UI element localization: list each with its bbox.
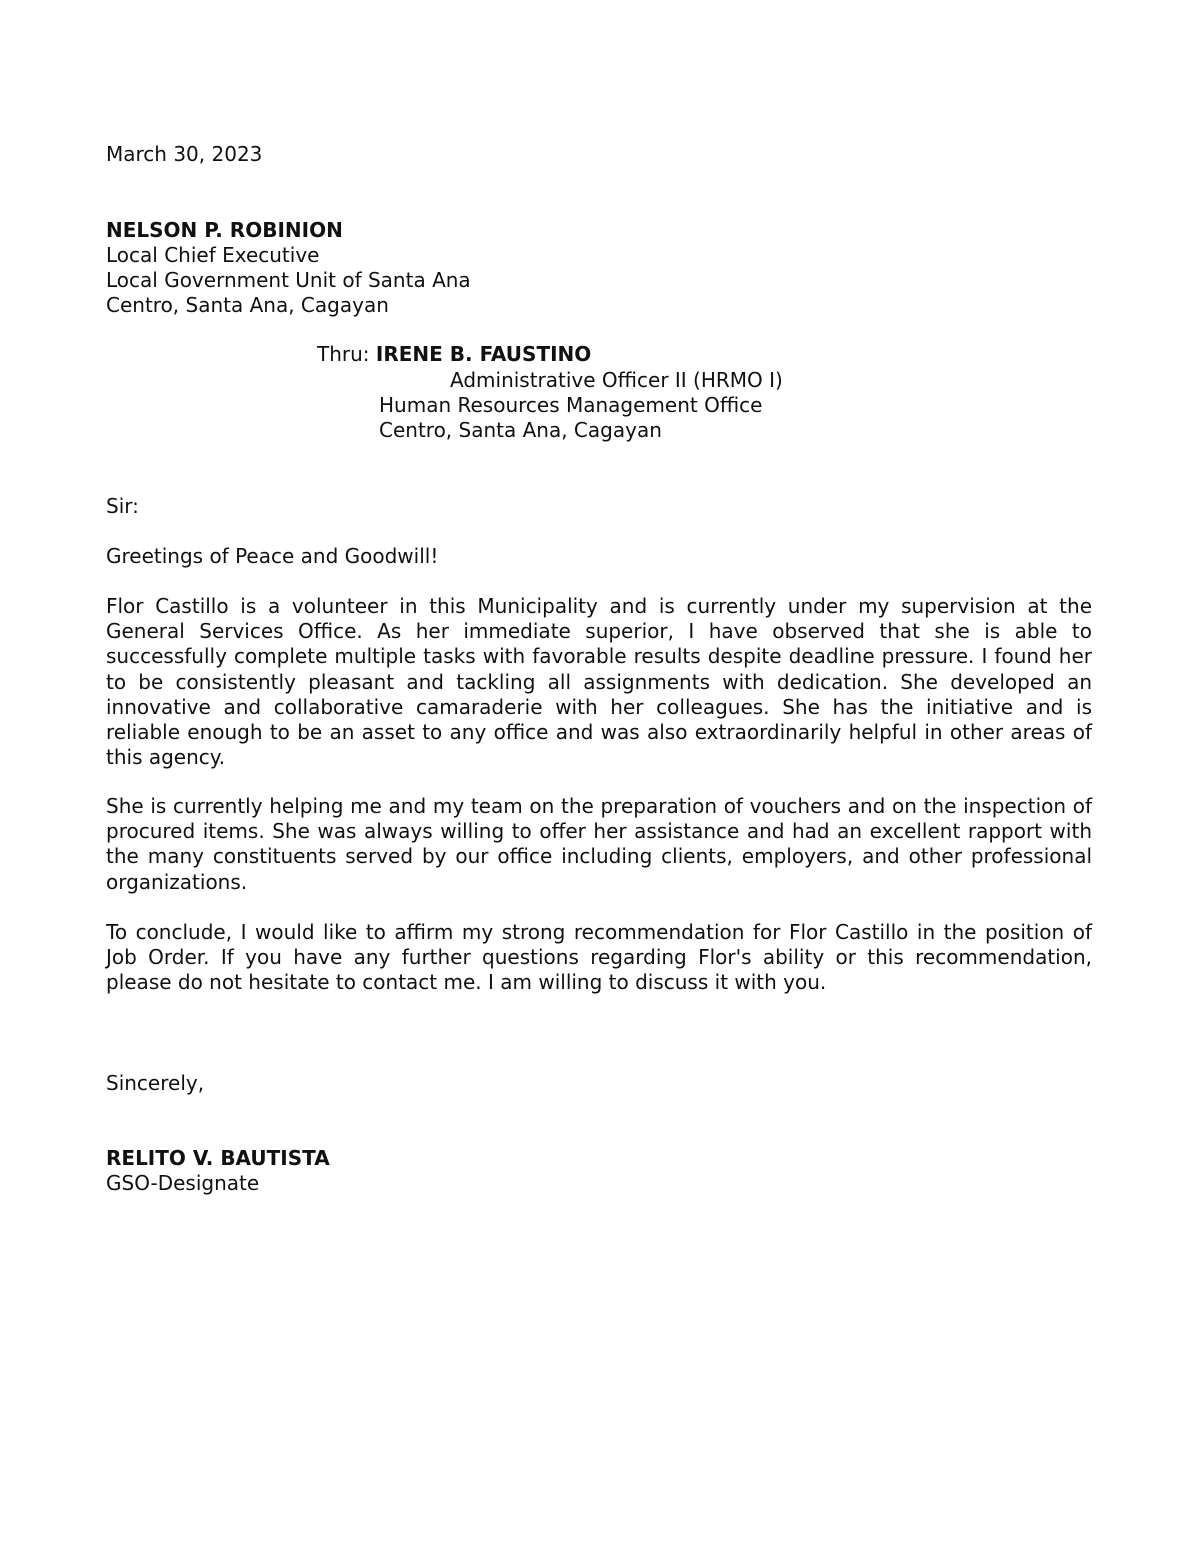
closing: Sincerely, — [106, 1071, 205, 1095]
thru-line — [317, 342, 591, 367]
thru-name: IRENE B. FAUSTINO — [375, 342, 592, 366]
letter-date: March 30, 2023 — [106, 142, 263, 166]
body-paragraph-2: She is currently helping me and my team on the preparation of vouchers and on the inspection of procured items. She was always willing to offer her assistance and had an excellent rapport with the many constituents served by our office including clients, employers, and other professional organizations. — [106, 794, 1092, 894]
thru-address: Centro, Santa Ana, Cagayan — [379, 418, 662, 442]
greeting: Greetings of Peace and Goodwill! — [106, 544, 439, 568]
body-paragraph-1: Flor Castillo is a volunteer in this Municipality and is currently under my supervision at the General Services Office. As her immediate superior, I have observed that she is able to successfully complete multiple tasks with favorable results despite deadline pressure. I found her to be consistently pleasant and tackling all assignments with dedication. She developed an innovative and collaborative camaraderie with her colleagues. She has the initiative and is reliable enough to be an asset to any office and was also extraordinarily helpful in other areas of this agency. — [106, 594, 1092, 770]
recipient-office: Local Government Unit of Santa Ana — [106, 268, 471, 292]
thru-office: Human Resources Management Office — [379, 393, 763, 417]
salutation: Sir: — [106, 494, 139, 518]
body-paragraph-3: To conclude, I would like to affirm my strong recommendation for Flor Castillo in the position of Job Order. If you have any further questions regarding Flor's ability or this recommendation, please do not hesitate to contact me. I am willing to discuss it with you. — [106, 920, 1092, 995]
recipient-title: Local Chief Executive — [106, 243, 320, 267]
thru-label: Thru: — [317, 342, 370, 366]
signatory-title: GSO-Designate — [106, 1171, 260, 1195]
signatory-name: RELITO V. BAUTISTA — [106, 1146, 330, 1170]
thru-title: Administrative Officer II (HRMO I) — [450, 368, 783, 392]
recipient-name: NELSON P. ROBINION — [106, 218, 343, 242]
recipient-address: Centro, Santa Ana, Cagayan — [106, 293, 389, 317]
